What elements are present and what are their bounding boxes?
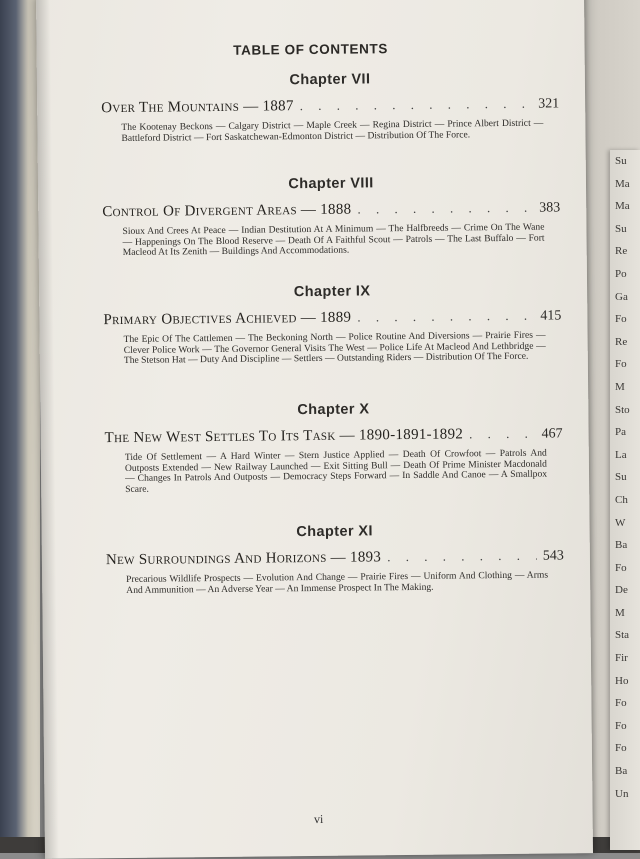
chapter-title: Over The Mountains — 1887 <box>101 98 294 117</box>
next-page-line: Fo <box>615 358 627 371</box>
next-page-line: Po <box>615 267 627 280</box>
next-page-line: Re <box>615 245 628 258</box>
next-page-line: Ch <box>615 493 628 506</box>
next-page-fragment <box>610 150 640 850</box>
next-page-line: Ma <box>615 200 630 213</box>
page-folio: vi <box>313 811 324 827</box>
chapter-title: Primary Objectives Achieved — 1889 <box>103 309 352 329</box>
next-page-line: Ba <box>615 765 628 778</box>
toc-entry <box>101 95 559 117</box>
page-number: 383 <box>539 200 561 216</box>
next-page-line: Ma <box>615 177 630 190</box>
chapter-label: Chapter VIII <box>288 175 374 193</box>
dot-leader <box>357 308 534 326</box>
next-page-line: Fo <box>615 742 627 755</box>
page-number: 543 <box>542 548 564 564</box>
next-page-line: Su <box>615 222 627 235</box>
page-number: 467 <box>541 426 563 442</box>
next-page-line: Fir <box>615 652 628 665</box>
next-page-line: Fo <box>615 719 627 732</box>
chapter-description: Precarious Wildlife Prospects — Evolution And Change — Prairie Fires — Uniform And Clothing — Arms And Ammunition — An Adverse Year — An Immense Prospect In The Making. <box>126 569 549 596</box>
book-spine-left <box>0 0 40 853</box>
next-page-line: Su <box>615 155 627 167</box>
chapter-section <box>103 281 562 367</box>
dot-leader <box>357 200 533 218</box>
chapter-label: Chapter XI <box>296 523 373 541</box>
chapter-label: Chapter VII <box>289 71 371 89</box>
toc-entry <box>105 425 563 447</box>
dot-leader <box>387 548 537 566</box>
next-page-line: La <box>615 448 627 461</box>
toc-entry <box>106 547 564 569</box>
chapter-section <box>106 521 565 596</box>
next-page-line: W <box>615 516 626 529</box>
chapter-label: Chapter IX <box>293 283 371 301</box>
chapter-description: Sioux And Crees At Peace — Indian Destitution At A Minimum — The Halfbreeds — Crime On The Wane — Happenings On The Blood Reserve — Death Of A Faithful Scout — Patrols — The Last Buffalo — Fort Macleod At Its Zenith — Buildings And Accommodations. <box>122 221 545 259</box>
next-page-line: Fo <box>615 313 627 326</box>
next-page-line: Fo <box>615 697 627 710</box>
chapter-title: New Surroundings And Horizons — 1893 <box>105 549 382 569</box>
next-page-line: Un <box>615 787 629 800</box>
chapter-description: The Kootenay Beckons — Calgary District — Maple Creek — Regina District — Prince Albert District — Battleford District — Fort Saskatchewan-Edmonton District — Distribution Of The Force. <box>121 117 544 144</box>
chapter-label: Chapter X <box>297 401 370 419</box>
next-page-line: Fo <box>615 561 627 574</box>
chapter-section <box>104 399 563 495</box>
next-page-line: M <box>615 606 625 619</box>
page-number: 321 <box>538 96 560 112</box>
next-page-line: Ga <box>615 290 628 303</box>
next-page-line: M <box>615 380 625 393</box>
next-page-line: Pa <box>615 426 626 439</box>
chapter-section <box>101 69 560 144</box>
next-page-line: Re <box>615 335 628 348</box>
next-page-line: Ho <box>615 674 629 687</box>
chapter-title: Control Of Divergent Areas — 1888 <box>102 201 352 221</box>
toc-entry <box>102 199 560 221</box>
book-page <box>36 0 593 859</box>
next-page-line: Sto <box>615 403 630 416</box>
next-page-line: Ba <box>615 539 628 552</box>
next-page-line: Su <box>615 471 627 484</box>
chapter-section <box>102 173 561 259</box>
page-number: 415 <box>540 308 562 324</box>
dot-leader <box>469 426 536 443</box>
chapter-title: The New West Settles To Its Task — 1890-1891-1892 <box>104 426 464 447</box>
chapter-description: Tide Of Settlement — A Hard Winter — Stern Justice Applied — Death Of Crowfoot — Patrols And Outposts Extended — New Railway Launched — Exit Sitting Bull — Death Of Prime Minister Macdonald — Changes In Patrols And Outposts — Democracy Steps Forward — In Saddle And Canoe — A Smallpox Scare. <box>124 447 548 495</box>
toc-entry <box>103 307 561 329</box>
next-page-line: Sta <box>615 629 630 642</box>
page-title: TABLE OF CONTENTS <box>233 41 388 58</box>
dot-leader <box>300 96 533 114</box>
next-page-line: De <box>615 584 628 597</box>
chapter-description: The Epic Of The Cattlemen — The Beckoning North — Police Routine And Diversions — Prairie Fires — Clever Police Work — The Governor General Visits The West — Police Life At Macleod And Lethbridge — The Stetson Hat — Duty And Discipline — Settlers — Outstanding Riders — Distribution Of The Force. <box>123 329 546 367</box>
